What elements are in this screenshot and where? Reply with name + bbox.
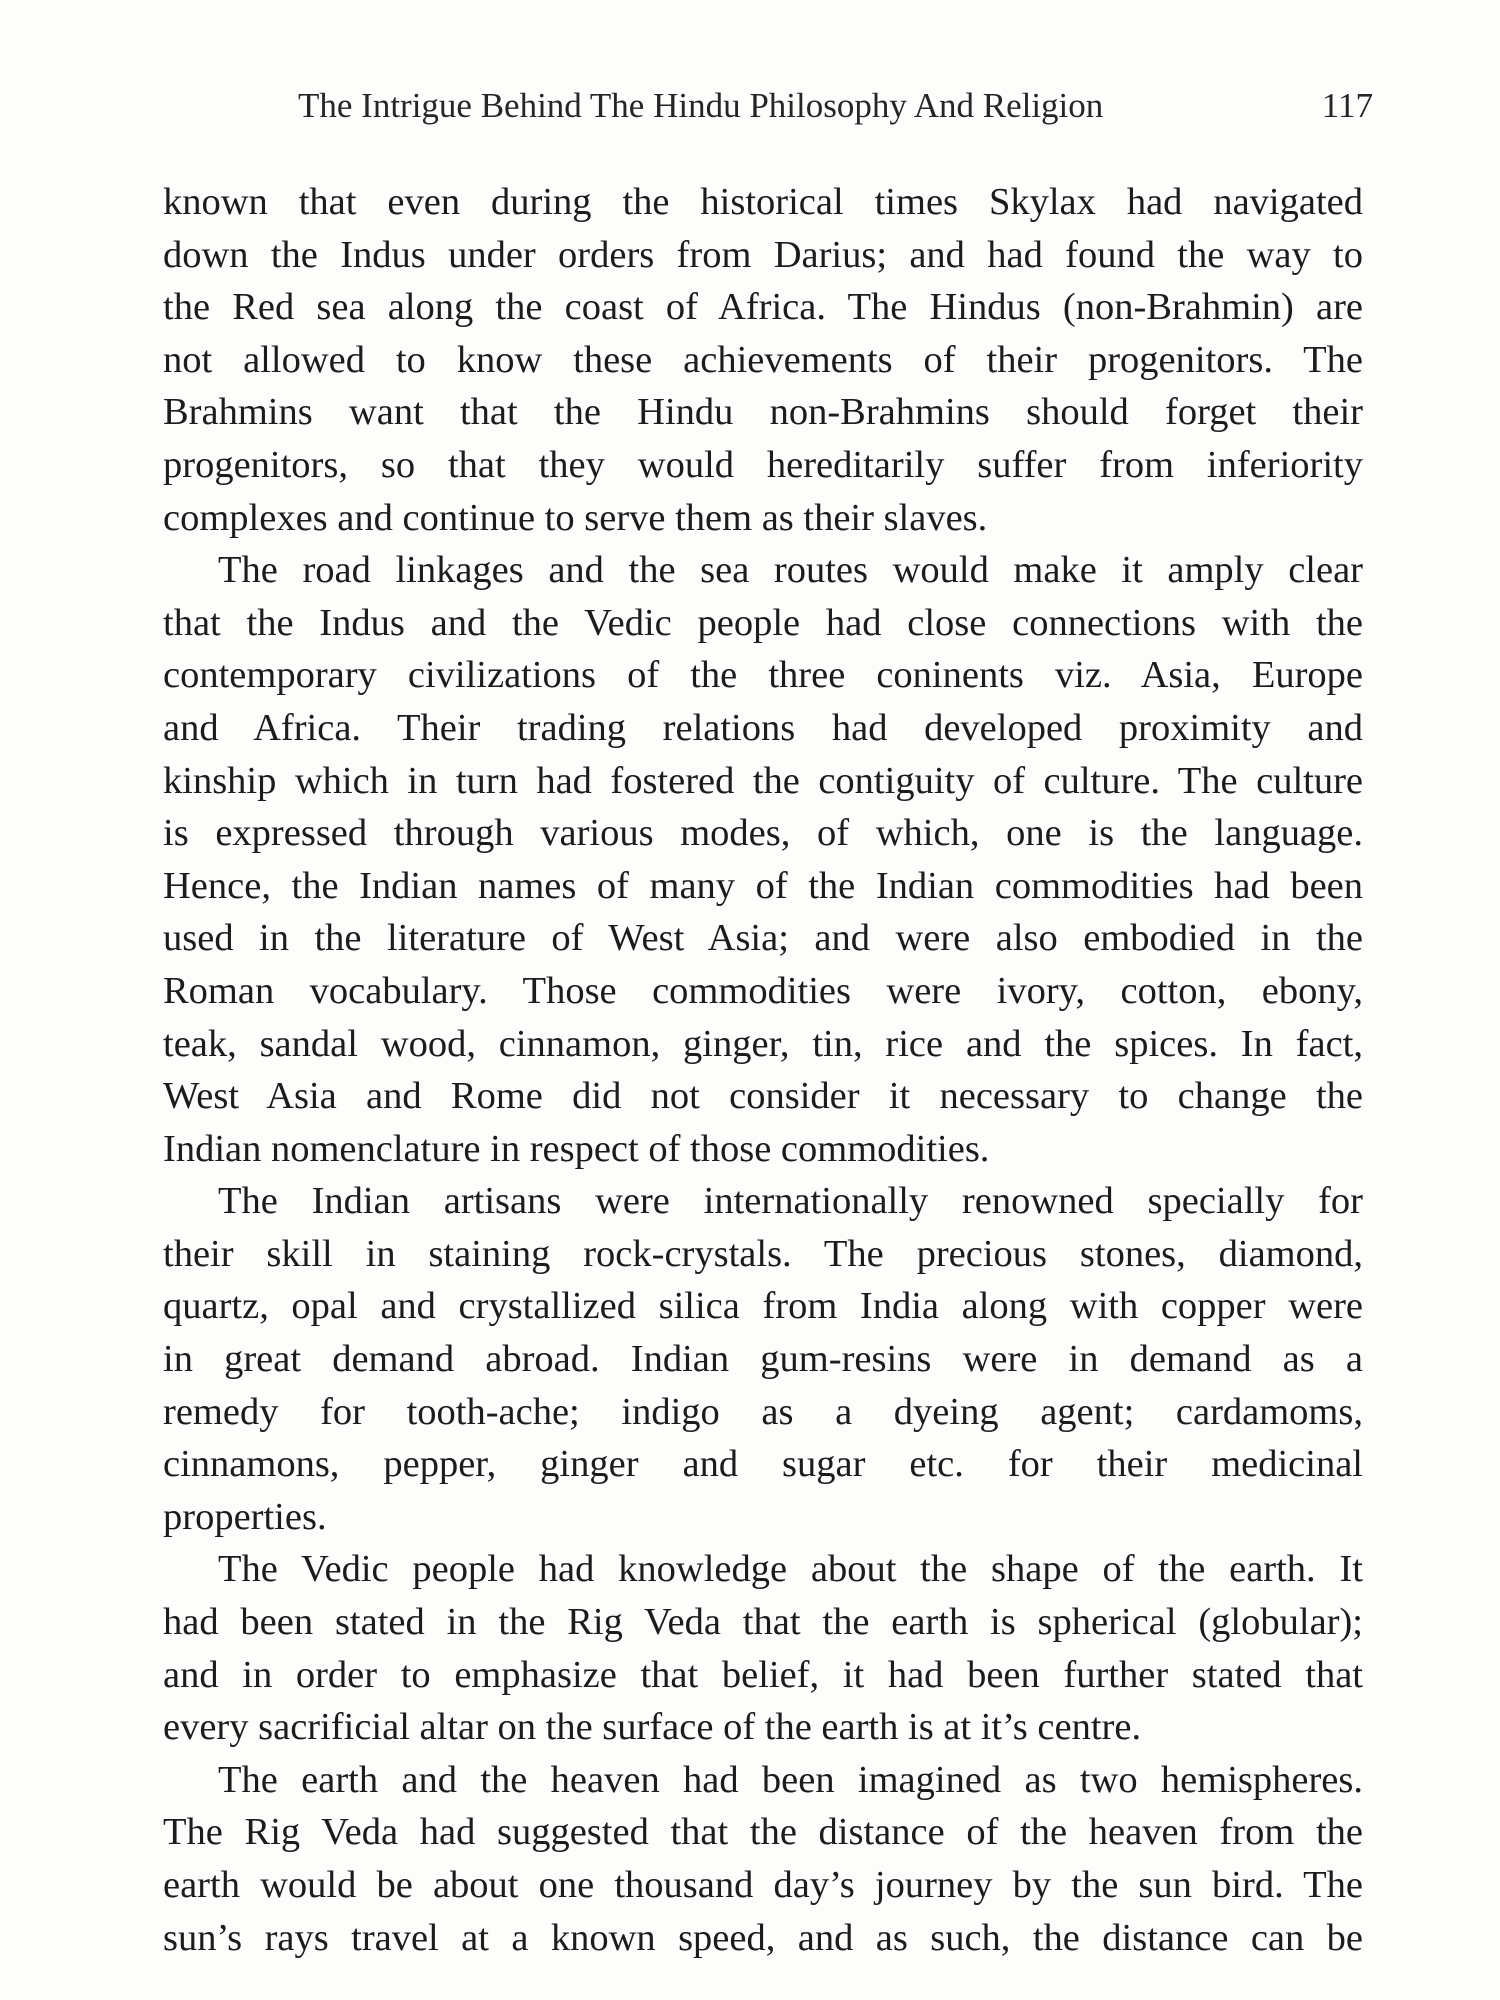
- text-line: The Vedic people had knowledge about the shape of the earth. It: [218, 1548, 1363, 1591]
- text-line: and in order to emphasize that belief, it had been further stated that: [163, 1653, 1363, 1696]
- text-line: had been stated in the Rig Veda that the earth is spherical (globular);: [163, 1601, 1363, 1644]
- text-line: their skill in staining rock-crystals. The precious stones, diamond,: [163, 1232, 1363, 1275]
- text-line: contemporary civilizations of the three coninents viz. Asia, Europe: [163, 654, 1363, 697]
- text-line: Hence, the Indian names of many of the Indian commodities had been: [163, 864, 1363, 907]
- text-line: in great demand abroad. Indian gum-resins were in demand as a: [163, 1338, 1363, 1381]
- paragraph: [163, 1543, 1363, 1753]
- text-line: the Red sea along the coast of Africa. The Hindus (non-Brahmin) are: [163, 286, 1363, 329]
- text-line: complexes and continue to serve them as their slaves.: [163, 496, 988, 539]
- page-number: 117: [1321, 86, 1373, 125]
- text-line: The earth and the heaven had been imagined as two hemispheres.: [218, 1758, 1363, 1801]
- text-line: teak, sandal wood, cinnamon, ginger, tin, rice and the spices. In fact,: [163, 1022, 1363, 1065]
- text-line: The Indian artisans were internationally renowned specially for: [218, 1180, 1363, 1223]
- text-line: not allowed to know these achievements of their progenitors. The: [163, 338, 1363, 381]
- text-line: that the Indus and the Vedic people had close connections with the: [163, 601, 1363, 644]
- chapter-title: The Intrigue Behind The Hindu Philosophy And Religion: [298, 86, 1104, 125]
- paragraph: [163, 176, 1363, 544]
- text-line: earth would be about one thousand day’s journey by the sun bird. The: [163, 1864, 1363, 1906]
- text-line: kinship which in turn had fostered the contiguity of culture. The culture: [163, 759, 1363, 802]
- text-line: The road linkages and the sea routes would make it amply clear: [218, 549, 1363, 592]
- text-line: Roman vocabulary. Those commodities were ivory, cotton, ebony,: [163, 969, 1363, 1012]
- text-line: cinnamons, pepper, ginger and sugar etc. for their medicinal: [163, 1443, 1363, 1486]
- text-line: sun’s rays travel at a known speed, and as such, the distance can be: [163, 1916, 1363, 1959]
- text-line: known that even during the historical times Skylax had navigated: [163, 181, 1363, 223]
- text-line: down the Indus under orders from Darius; and had found the way to: [163, 233, 1363, 276]
- text-line: Indian nomenclature in respect of those commodities.: [163, 1127, 990, 1170]
- text-line: Brahmins want that the Hindu non-Brahmins should forget their: [163, 391, 1363, 434]
- text-line: properties.: [163, 1495, 327, 1538]
- text-line: remedy for tooth-ache; indigo as a dyeing agent; cardamoms,: [163, 1390, 1363, 1433]
- text-line: progenitors, so that they would hereditarily suffer from inferiority: [163, 443, 1363, 486]
- text-line: West Asia and Rome did not consider it necessary to change the: [163, 1075, 1363, 1118]
- body-text: [163, 176, 1363, 1964]
- text-line: used in the literature of West Asia; and were also embodied in the: [163, 917, 1363, 960]
- text-line: every sacrificial altar on the surface of the earth is at it’s centre.: [163, 1706, 1142, 1749]
- running-header: [298, 84, 1373, 128]
- paragraph: [163, 544, 1363, 1175]
- paragraph: [163, 1754, 1363, 1964]
- text-line: is expressed through various modes, of which, one is the language.: [163, 812, 1363, 855]
- text-line: and Africa. Their trading relations had developed proximity and: [163, 706, 1363, 749]
- text-line: quartz, opal and crystallized silica from India along with copper were: [163, 1285, 1363, 1328]
- paragraph: [163, 1175, 1363, 1543]
- text-line: The Rig Veda had suggested that the distance of the heaven from the: [163, 1811, 1363, 1854]
